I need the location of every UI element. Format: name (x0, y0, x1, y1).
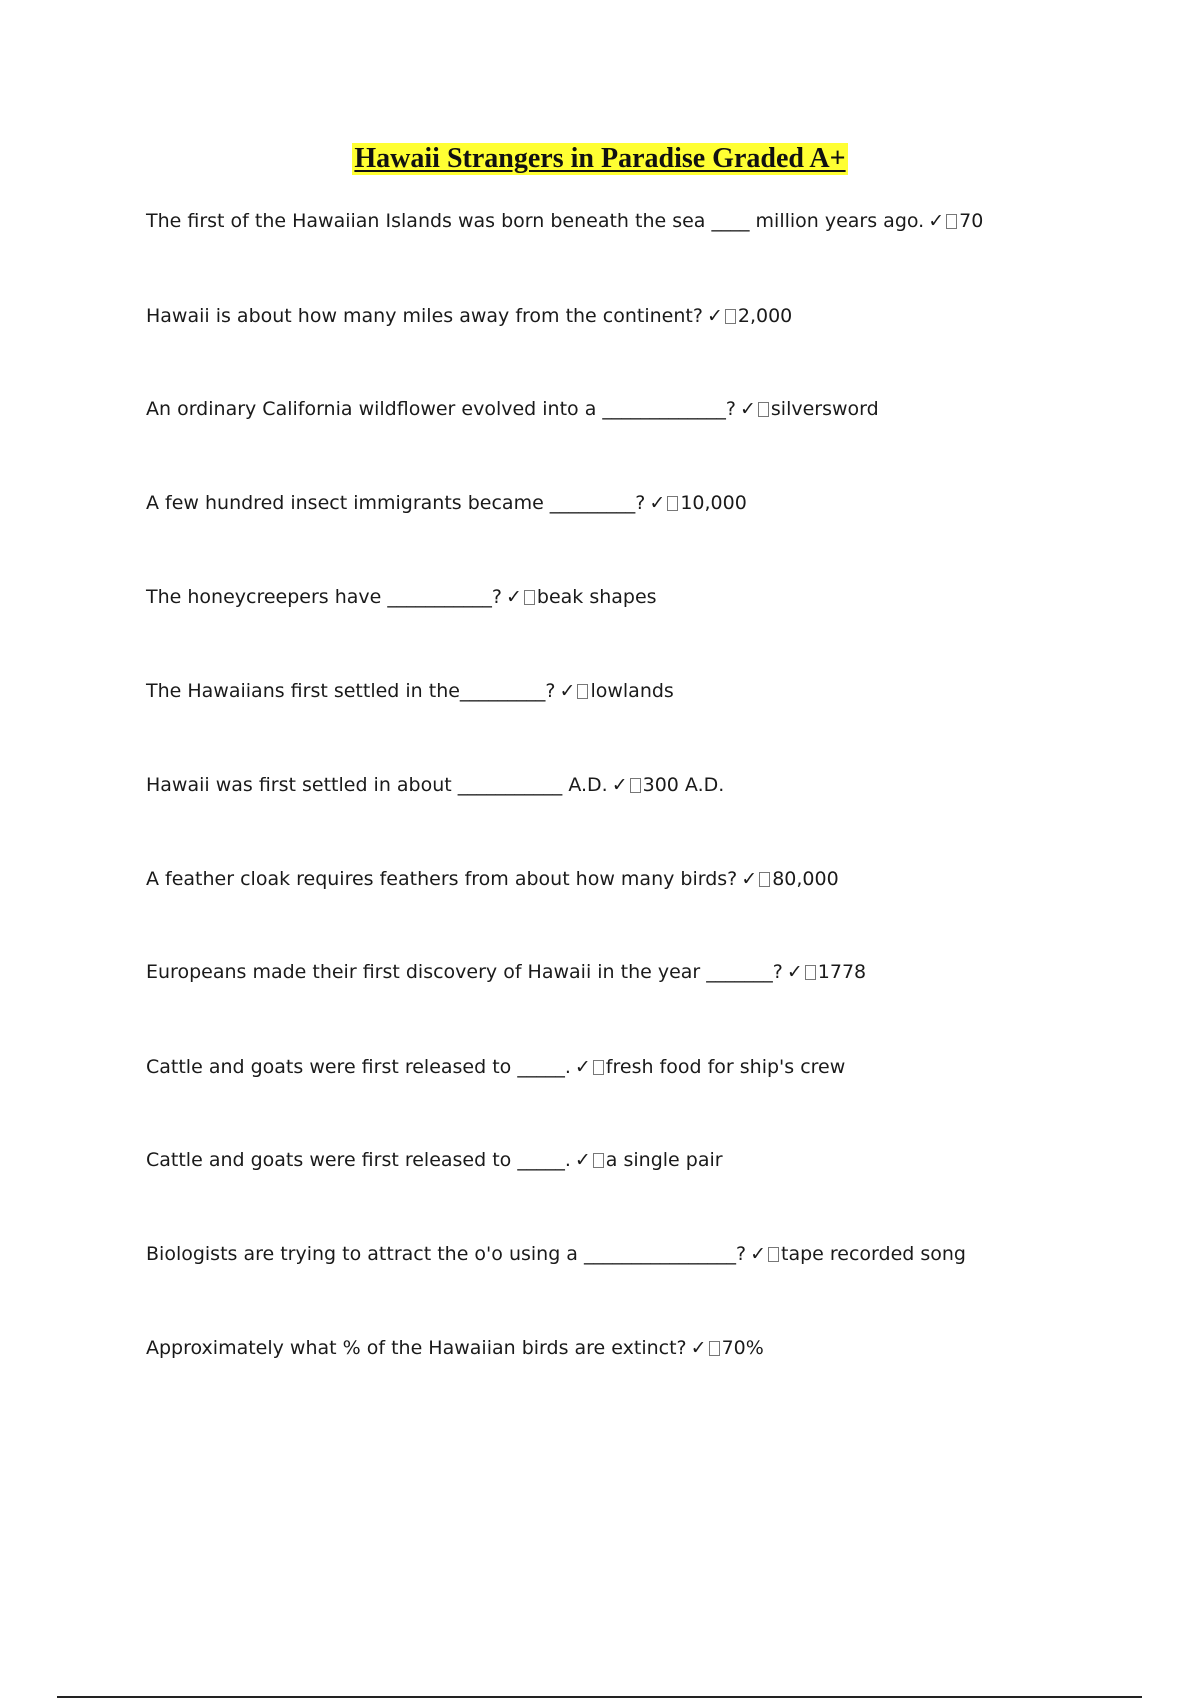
empty-box-icon (758, 402, 769, 417)
footer-rule (57, 1696, 1142, 1698)
empty-box-icon (805, 965, 816, 980)
document-title: Hawaii Strangers in Paradise Graded A+ (354, 143, 846, 174)
empty-box-icon (768, 1247, 779, 1262)
empty-box-icon (725, 309, 736, 324)
question-item (146, 1336, 764, 1360)
question-prompt: The Hawaiians first settled in the_________? (146, 680, 556, 702)
question-prompt: An ordinary California wildflower evolved into a _____________? (146, 398, 736, 420)
question-prompt: The honeycreepers have ___________? (146, 586, 502, 608)
question-answer: 2,000 (737, 305, 793, 327)
question-prompt: Cattle and goats were first released to _____. (146, 1056, 571, 1078)
question-item (146, 960, 866, 984)
empty-box-icon (593, 1153, 604, 1168)
question-item (146, 679, 674, 703)
question-item (146, 491, 747, 515)
empty-box-icon (946, 214, 957, 229)
question-answer: 300 A.D. (642, 774, 725, 796)
question-answer: a single pair (605, 1149, 723, 1171)
title-wrap (0, 143, 1200, 175)
empty-box-icon (667, 496, 678, 511)
question-item (146, 773, 724, 797)
question-answer: lowlands (590, 680, 674, 702)
check-mark-icon: ✓ (741, 868, 758, 890)
question-prompt: Hawaii is about how many miles away from the continent? (146, 305, 703, 327)
question-item (146, 1148, 723, 1172)
check-mark-icon: ✓ (649, 492, 666, 514)
question-item (146, 585, 657, 609)
question-answer: fresh food for ship's crew (605, 1056, 846, 1078)
question-item (146, 867, 839, 891)
question-prompt: A feather cloak requires feathers from about how many birds? (146, 868, 738, 890)
question-item (146, 1055, 845, 1079)
check-mark-icon: ✓ (559, 680, 576, 702)
check-mark-icon: ✓ (505, 586, 522, 608)
question-answer: 80,000 (772, 868, 839, 890)
empty-box-icon (524, 590, 535, 605)
question-prompt: Cattle and goats were first released to _____. (146, 1149, 571, 1171)
check-mark-icon: ✓ (786, 961, 803, 983)
check-mark-icon: ✓ (739, 398, 756, 420)
check-mark-icon: ✓ (750, 1243, 766, 1265)
question-item (146, 304, 792, 328)
question-answer: tape recorded song (781, 1243, 966, 1265)
question-prompt: Hawaii was first settled in about ___________ A.D. (146, 774, 608, 796)
empty-box-icon (759, 872, 770, 887)
question-answer: 70 (959, 210, 984, 232)
check-mark-icon: ✓ (928, 210, 945, 232)
check-mark-icon: ✓ (574, 1056, 591, 1078)
question-answer: silversword (770, 398, 879, 420)
question-answer: 1778 (817, 961, 867, 983)
check-mark-icon: ✓ (611, 774, 628, 796)
question-item (146, 397, 879, 421)
empty-box-icon (577, 684, 588, 699)
question-answer: beak shapes (536, 586, 657, 608)
check-mark-icon: ✓ (574, 1149, 591, 1171)
question-prompt: Europeans made their first discovery of Hawaii in the year _______? (146, 961, 783, 983)
question-prompt: Biologists are trying to attract the o'o using a ________________? (146, 1243, 747, 1265)
check-mark-icon: ✓ (706, 305, 723, 327)
question-item (146, 1242, 966, 1266)
question-item (146, 209, 983, 233)
check-mark-icon: ✓ (690, 1337, 707, 1359)
question-prompt: The first of the Hawaiian Islands was born beneath the sea ____ million years ago. (146, 210, 925, 232)
question-prompt: Approximately what % of the Hawaiian birds are extinct? (146, 1337, 687, 1359)
question-answer: 70% (721, 1337, 764, 1359)
question-prompt: A few hundred insect immigrants became _________? (146, 492, 646, 514)
empty-box-icon (630, 778, 641, 793)
empty-box-icon (593, 1060, 604, 1075)
empty-box-icon (709, 1341, 720, 1356)
question-answer: 10,000 (680, 492, 747, 514)
